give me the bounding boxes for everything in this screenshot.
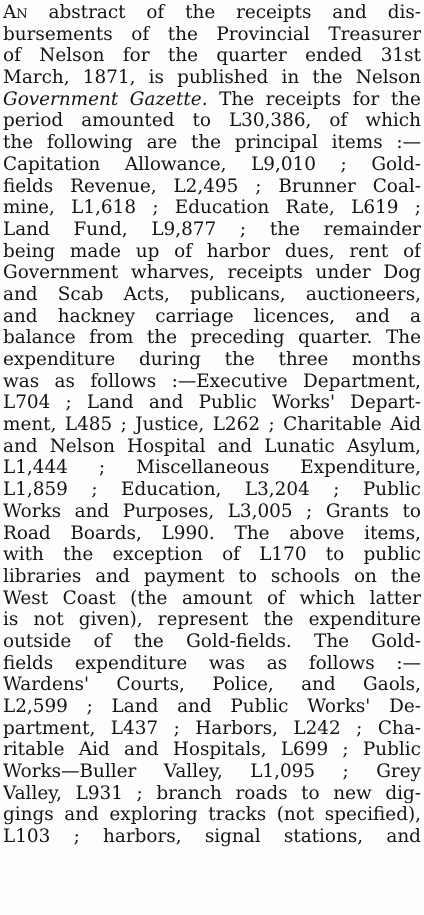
text-line: [3, 739, 421, 761]
word: Works': [307, 696, 371, 717]
word: receipts: [265, 88, 342, 110]
word: libraries: [3, 565, 82, 587]
word: signal: [204, 826, 261, 848]
word: three: [278, 349, 329, 370]
word: of: [222, 544, 240, 566]
text-line: [3, 392, 421, 414]
word: Coal-: [372, 175, 421, 197]
word: Nelson: [49, 435, 115, 457]
word: specified),: [324, 804, 421, 826]
text-line: [3, 154, 421, 176]
word: (the: [130, 587, 168, 609]
word: and: [332, 2, 367, 23]
word: Treasurer: [328, 23, 421, 45]
word: Coast: [62, 587, 116, 609]
word: Fund,: [73, 218, 128, 240]
word: hackney: [57, 305, 136, 327]
text-line: [3, 24, 421, 46]
word: L1,444: [3, 457, 68, 479]
word: De-: [389, 696, 421, 717]
word: the: [312, 67, 343, 89]
word: Valley,: [3, 782, 62, 804]
word: and: [148, 392, 184, 414]
word: ;: [342, 739, 349, 761]
word: the: [167, 23, 198, 45]
word: of: [3, 45, 21, 67]
word: and: [3, 435, 38, 457]
word: abstract: [48, 2, 126, 23]
word: under: [315, 262, 371, 284]
word: ;: [98, 457, 106, 479]
word: Gazette.: [129, 88, 208, 110]
word: to: [402, 500, 421, 522]
word: 31st: [380, 45, 421, 67]
word: L242: [293, 717, 341, 739]
text-line: [3, 197, 421, 219]
word: the: [185, 2, 216, 23]
text-line: [3, 588, 421, 610]
word: the: [390, 565, 421, 587]
word: fields: [3, 175, 54, 197]
word: preceding: [190, 327, 285, 349]
word: Grants: [325, 500, 389, 522]
word: Revenue,: [70, 175, 157, 197]
word: L30,386,: [228, 110, 312, 132]
word: L619: [351, 197, 399, 219]
word: Cha-: [377, 717, 421, 739]
word: ;: [340, 153, 347, 175]
word: ;: [120, 414, 127, 436]
word: exception: [112, 544, 203, 566]
word: auctioneers,: [305, 283, 421, 305]
word: of: [174, 240, 193, 262]
word: being: [3, 240, 56, 262]
word: the: [167, 45, 198, 67]
word: Grey: [376, 761, 421, 783]
word: Education: [174, 197, 270, 219]
word: and: [3, 283, 38, 305]
text-line: [3, 67, 421, 89]
word: tracks: [208, 804, 267, 826]
word: months: [351, 349, 421, 370]
word: (not: [276, 804, 315, 826]
text-line: [3, 327, 421, 349]
word: up: [135, 240, 160, 262]
word: follows: [308, 652, 375, 674]
text-line: [3, 436, 421, 458]
text-line: [3, 674, 421, 696]
word: was: [3, 370, 40, 392]
word: Public: [230, 696, 289, 717]
word: Purposes,: [122, 500, 215, 522]
word: to: [325, 544, 345, 566]
word: Gold-: [371, 630, 421, 652]
word: L3,005: [227, 500, 293, 522]
word: amount: [181, 587, 253, 609]
word: Miscellaneous: [136, 457, 270, 479]
word: :—: [396, 652, 421, 674]
word: ;: [342, 761, 349, 783]
word: Works: [3, 500, 62, 522]
word: for: [122, 45, 150, 67]
word: Land: [86, 392, 134, 414]
word: Capitation: [3, 153, 101, 175]
word: Wardens': [3, 674, 90, 696]
word: Aid: [78, 739, 110, 761]
word: dis-: [387, 2, 421, 23]
word: items: [331, 132, 383, 154]
word: and: [95, 565, 130, 587]
word: L990.: [161, 522, 215, 544]
text-line: [3, 501, 421, 523]
text-line: [3, 761, 421, 783]
word: from: [89, 327, 134, 349]
word: Allowance,: [124, 153, 227, 175]
word: ;: [91, 479, 98, 501]
word: branch: [156, 782, 222, 804]
word: L1,859: [3, 479, 68, 501]
word: published: [177, 67, 269, 89]
word: Lunatic: [264, 435, 335, 457]
word: Land: [111, 696, 159, 717]
text-line: [3, 609, 421, 631]
word: during: [139, 349, 201, 370]
text-line: [3, 631, 421, 653]
word: fields: [3, 652, 54, 674]
word: of: [131, 23, 150, 45]
word: harbors,: [103, 826, 182, 848]
word: and: [177, 696, 212, 717]
word: L9,010: [251, 153, 316, 175]
text-line: [3, 110, 421, 132]
text-line: [3, 479, 421, 501]
word: as: [54, 370, 75, 392]
word: Government: [3, 88, 119, 110]
word: Police,: [212, 674, 274, 696]
word: ;: [152, 197, 159, 219]
word: bursements: [3, 23, 113, 45]
word: The: [314, 630, 350, 652]
word: ;: [356, 717, 363, 739]
word: L170: [259, 544, 307, 566]
word: Harbors,: [195, 717, 278, 739]
text-line: [3, 219, 421, 241]
word: for: [352, 88, 380, 110]
text-line: [3, 783, 421, 805]
word: Public: [362, 739, 421, 761]
word: Gold-: [371, 153, 421, 175]
word: L2,495: [173, 175, 239, 197]
text-line: [3, 566, 421, 588]
text-line: [3, 523, 421, 545]
word: licences,: [253, 305, 336, 327]
word: a: [409, 305, 421, 327]
word: to: [301, 782, 320, 804]
word: ritable: [3, 739, 65, 761]
text-line: [3, 696, 421, 718]
text-line: [3, 262, 421, 284]
word: remainder: [323, 218, 421, 240]
word: and: [386, 826, 421, 848]
word: Scab: [57, 283, 104, 305]
word: items,: [364, 522, 421, 544]
word: was: [208, 652, 246, 674]
word: Dog: [383, 262, 421, 284]
word: L699: [280, 739, 329, 761]
word: Provincial: [216, 23, 310, 45]
word: which: [365, 110, 421, 132]
word: and: [355, 305, 390, 327]
word: Valley,: [163, 761, 223, 783]
word: :—Executive: [171, 370, 288, 392]
text-line: [3, 2, 421, 24]
word: with: [3, 544, 44, 566]
word: to: [238, 565, 257, 587]
word: L9,877: [151, 218, 217, 240]
word: receipts: [236, 2, 312, 23]
word: L2,599: [3, 696, 68, 717]
word: and: [124, 739, 159, 761]
word: rent: [349, 240, 389, 262]
text-line: [3, 414, 421, 436]
word: Hospital: [127, 435, 206, 457]
word: ;: [173, 717, 180, 739]
word: of: [267, 587, 285, 609]
word: Hospitals,: [172, 739, 267, 761]
text-line: [3, 89, 421, 111]
word: the: [224, 349, 255, 370]
word: the: [263, 609, 294, 631]
word: ;: [268, 414, 275, 436]
word: Public: [198, 392, 257, 414]
word: the: [146, 327, 178, 349]
word: West: [3, 587, 49, 609]
word: Education,: [121, 479, 222, 501]
word: made: [69, 240, 121, 262]
word: payment: [143, 565, 225, 587]
word: latter: [369, 587, 421, 609]
word: which: [299, 587, 356, 609]
word: An: [3, 2, 28, 23]
word: March,: [3, 67, 70, 89]
word: of: [146, 2, 165, 23]
word: above: [289, 522, 345, 544]
word: Nelson: [39, 45, 105, 67]
text-line: [3, 718, 421, 740]
text-line: [3, 176, 421, 198]
word: ;: [333, 479, 340, 501]
word: ;: [255, 175, 262, 197]
word: represent: [157, 609, 249, 631]
word: ment,: [3, 414, 57, 436]
word: balance: [3, 327, 76, 349]
word: follows: [90, 370, 157, 392]
text-line: [3, 132, 421, 154]
word: expenditure: [74, 652, 188, 674]
word: wharves,: [130, 262, 215, 284]
word: quarter: [216, 45, 287, 67]
word: the: [269, 218, 300, 240]
word: ;: [73, 826, 80, 848]
word: Gaols,: [363, 674, 421, 696]
word: L485: [64, 414, 113, 436]
text-line: [3, 349, 421, 371]
word: Rate,: [285, 197, 335, 219]
text-line: [3, 241, 421, 263]
word: ;: [136, 782, 143, 804]
word: Brunner: [278, 175, 356, 197]
word: Aid: [390, 414, 421, 436]
word: Nelson: [355, 67, 421, 89]
word: Boards,: [70, 522, 142, 544]
word: The: [219, 88, 255, 110]
word: outside: [3, 630, 72, 652]
word: of: [93, 630, 112, 652]
word: expenditure: [308, 609, 421, 631]
word: are: [146, 132, 178, 154]
word: ;: [414, 197, 421, 219]
word: L931: [75, 782, 123, 804]
word: 1871,: [82, 67, 136, 89]
word: and: [3, 305, 38, 327]
word: Asylum,: [346, 435, 421, 457]
text-line: [3, 544, 421, 566]
word: L262: [212, 414, 261, 436]
word: L437: [110, 717, 159, 739]
word: public: [363, 544, 421, 566]
word: quarter.: [298, 327, 373, 349]
word: Depart-: [350, 392, 421, 414]
word: partment,: [3, 717, 96, 739]
word: given),: [78, 609, 143, 631]
word: and: [301, 674, 336, 696]
word: carriage: [155, 305, 234, 327]
word: The: [234, 522, 270, 544]
word: Gold-fields.: [186, 630, 292, 652]
word: L1,095: [250, 761, 316, 783]
word: Acts,: [123, 283, 170, 305]
text-line: [3, 45, 421, 67]
word: following: [46, 132, 133, 154]
word: amounted: [81, 110, 175, 132]
word: Works': [271, 392, 335, 414]
word: L103: [3, 826, 51, 848]
word: expenditure: [3, 349, 116, 370]
word: gings: [3, 804, 54, 826]
word: on: [353, 565, 377, 587]
word: and: [217, 435, 253, 457]
word: stations,: [283, 826, 364, 848]
word: receipts: [227, 262, 303, 284]
word: the: [3, 132, 34, 154]
word: Expenditure,: [300, 457, 421, 479]
word: L3,204: [244, 479, 310, 501]
word: in: [281, 67, 300, 89]
word: and: [74, 500, 110, 522]
text-line: [3, 804, 421, 826]
word: as: [266, 652, 288, 674]
word: ;: [239, 218, 247, 240]
word: dig-: [385, 782, 421, 804]
word: Government: [3, 262, 119, 284]
text-line: [3, 371, 421, 393]
text-line: [3, 457, 421, 479]
word: the: [190, 132, 222, 154]
word: :—: [396, 132, 421, 154]
word: not: [33, 609, 64, 631]
text-line: [3, 653, 421, 675]
word: Works—Buller: [3, 761, 137, 783]
word: ;: [65, 392, 72, 414]
text-line: [3, 306, 421, 328]
word: harbor: [206, 240, 271, 262]
text-line: [3, 826, 421, 848]
word: Department,: [303, 370, 421, 392]
word: Charitable: [283, 414, 382, 436]
word: the: [63, 544, 94, 566]
word: ended: [305, 45, 363, 67]
word: ;: [306, 500, 313, 522]
word: Public: [362, 479, 421, 501]
word: ;: [86, 696, 93, 717]
word: period: [3, 110, 64, 132]
word: L704: [3, 392, 51, 414]
word: Justice,: [135, 414, 205, 436]
word: L1,618: [71, 197, 137, 219]
word: the: [390, 88, 421, 110]
word: exploring: [109, 804, 198, 826]
word: and: [64, 804, 99, 826]
word: mine,: [3, 197, 55, 219]
word: new: [333, 782, 372, 804]
word: is: [148, 67, 164, 89]
word: schools: [270, 565, 340, 587]
text-line: [3, 284, 421, 306]
word: Land: [3, 218, 50, 240]
word: roads: [235, 782, 288, 804]
word: of: [329, 110, 348, 132]
word: Road: [3, 522, 51, 544]
word: to: [192, 110, 211, 132]
word: principal: [234, 132, 318, 154]
word: The: [386, 327, 421, 349]
word: of: [403, 240, 421, 262]
word: publicans,: [190, 283, 286, 305]
article-body: [3, 2, 421, 848]
word: the: [133, 630, 164, 652]
word: dues,: [284, 240, 335, 262]
word: Courts,: [116, 674, 185, 696]
word: is: [3, 609, 19, 631]
